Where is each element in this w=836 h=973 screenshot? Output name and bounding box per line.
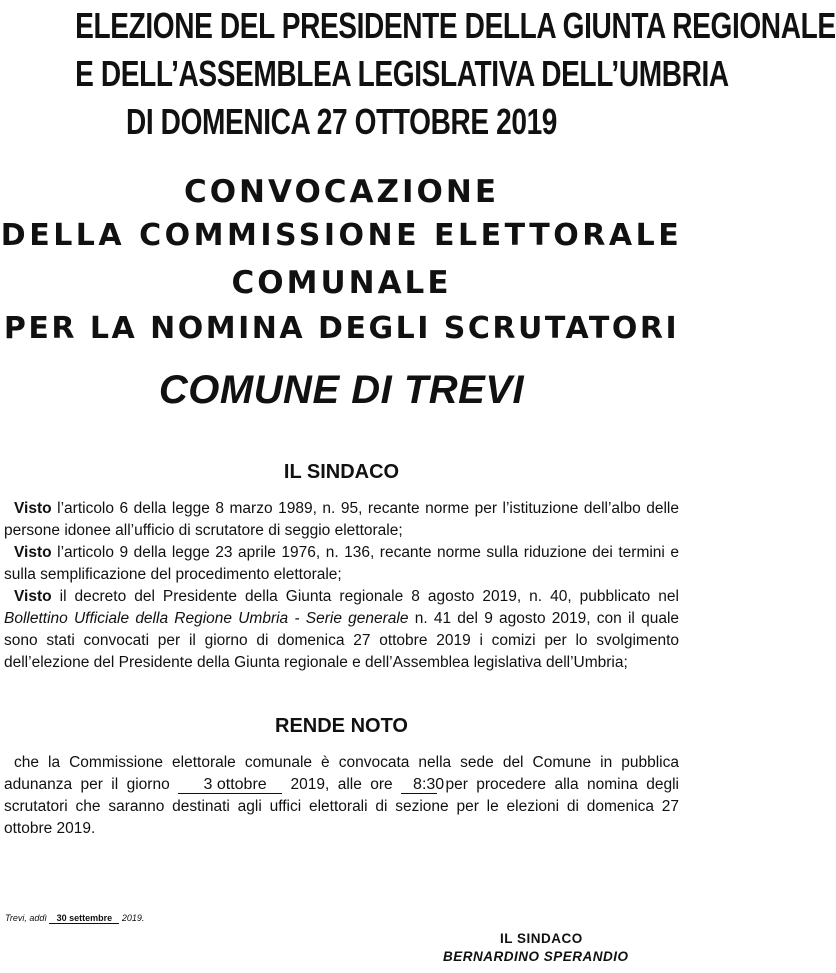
rende-noto-paragraph: che la Commissione elettorale comunale è convocata nella sede del Comune in pubblica adunanza per il giorno 3 ottobre 2019, alle ore 8:30 per procedere alla nomina degli scrutatori che saranno destinati agli uffici elettorali di sezione per le elezioni di domenica 27 ottobre 2019. [4, 754, 679, 837]
place-date-line: Trevi, addì 30 settembre 2019. [5, 913, 145, 923]
rende-noto-heading: RENDE NOTO [275, 715, 408, 737]
comune-title: COMUNE DI TREVI [158, 368, 525, 412]
visto-section [4, 498, 679, 674]
header-line-2: E DELL’ASSEMBLEA LEGISLATIVA DELL’UMBRIA [75, 53, 729, 94]
visto-paragraph-3: Visto il decreto del Presidente della Giunta regionale 8 agosto 2019, n. 40, pubblicato nel Bollettino Ufficiale della Regione Umbria - Serie generale n. 41 del 9 agosto 2019, con il quale sono stati convocati per il giorno di domenica 27 ottobre 2019 i comizi per lo svolgimento dell’elezione del Presidente della Giunta regionale e dell’Assemblea legislativa dell’Umbria; [4, 588, 680, 671]
title-line-3: COMUNALE [231, 265, 452, 301]
title-line-2: DELLA COMMISSIONE ELETTORALE [0, 218, 683, 253]
header-line-3: DI DOMENICA 27 OTTOBRE 2019 [125, 101, 558, 142]
signature-title: IL SINDACO [500, 931, 583, 946]
visto-paragraph-1: Visto l’articolo 6 della legge 8 marzo 1989, n. 95, recante norme per l’istituzione dell’albo delle persone idonee all’ufficio di scrutatore di seggio elettorale; [4, 500, 679, 539]
title-line-1: CONVOCAZIONE [183, 174, 500, 210]
signature-name: BERNARDINO SPERANDIO [443, 949, 629, 964]
title-line-4: PER LA NOMINA DEGLI SCRUTATORI [3, 311, 680, 346]
signature-date-field: 30 settembre [49, 913, 119, 924]
header-line-1: ELEZIONE DEL PRESIDENTE DELLA GIUNTA REGIONALE [75, 5, 836, 46]
visto-paragraph-2: Visto l’articolo 9 della legge 23 aprile 1976, n. 136, recante norme sulla riduzione dei termini e sulla semplificazione del procedimento elettorale; [4, 544, 679, 583]
meeting-date-field: 3 ottobre [178, 777, 282, 794]
meeting-time-field: 8:30 [401, 777, 437, 794]
rende-noto-section [4, 752, 679, 840]
sindaco-heading: IL SINDACO [283, 461, 400, 483]
